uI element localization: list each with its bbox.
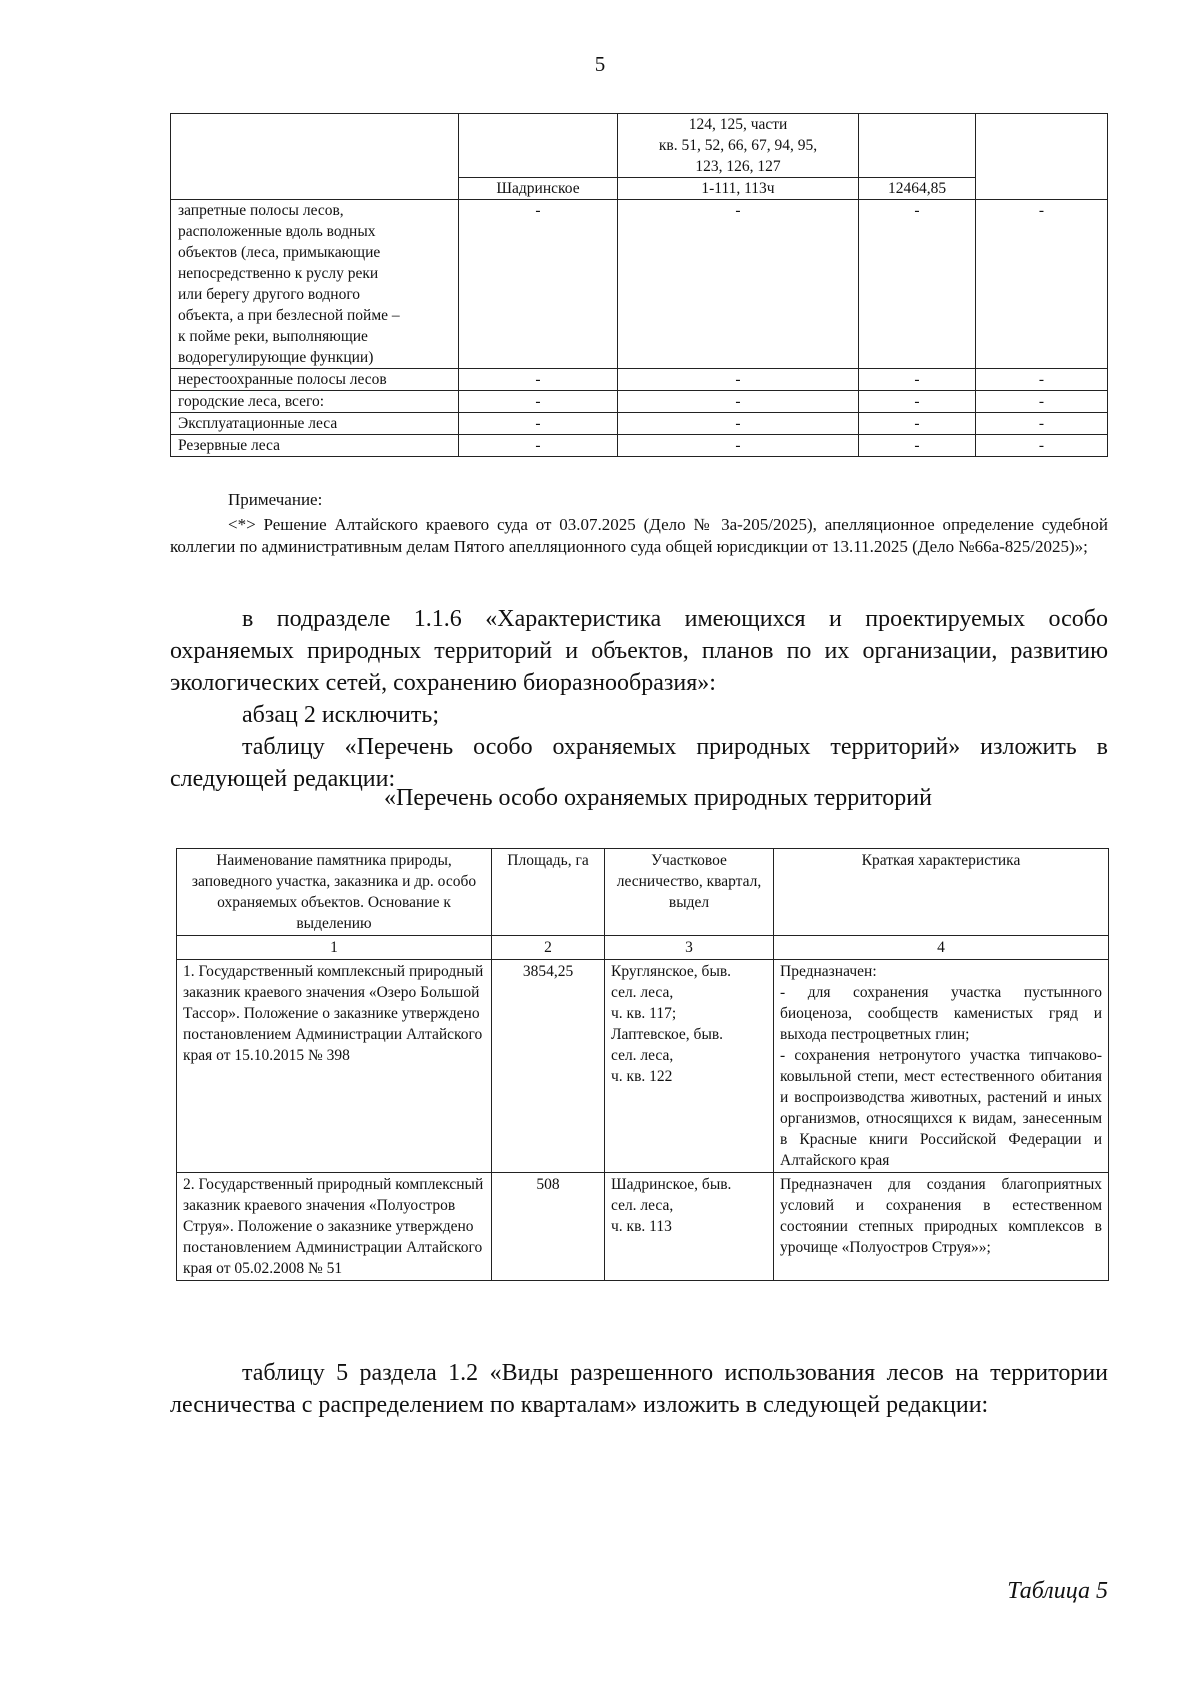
column-number: 3	[605, 936, 774, 960]
table-row	[171, 200, 1108, 369]
table-header-row	[177, 849, 1109, 936]
table-row	[171, 435, 1108, 457]
table-cell: 2. Государственный природный комплексный заказник краевого значения «Полуостров Струя». Положение о заказнике утверждено постановлением Администрации Алтайского края от 05.02.2008 № 51	[177, 1173, 492, 1281]
cell-line: к пойме реки, выполняющие	[178, 328, 368, 345]
table-cell	[618, 114, 859, 178]
table-cell	[859, 114, 976, 178]
body-paragraph: абзац 2 исключить;	[242, 702, 440, 728]
cell-line: или берегу другого водного	[178, 286, 361, 303]
table-cell: 12464,85	[859, 178, 976, 200]
cell-line: запретные полосы лесов,	[178, 202, 344, 219]
table-cell: -	[618, 391, 859, 413]
table-cell: -	[976, 391, 1108, 413]
page-number: 5	[594, 52, 606, 76]
cell-line: - для сохранения участка пустынного биоценоза, сообществ каменистых гряд и выхода пестроцветных глин;	[780, 984, 1102, 1043]
column-header: Участковое лесничество, квартал, выдел	[605, 849, 774, 936]
table-row	[171, 391, 1108, 413]
table-cell	[605, 960, 774, 1173]
table-cell: -	[859, 435, 976, 457]
table-cell: -	[459, 435, 618, 457]
column-header: Площадь, га	[492, 849, 605, 936]
table-cell: 1. Государственный комплексный природный заказник краевого значения «Озеро Большой Тассор». Положение о заказнике утверждено постановлением Администрации Алтайского края от 15.10.2015 № 398	[177, 960, 492, 1173]
table-cell: 3854,25	[492, 960, 605, 1173]
table-cell: Резервные леса	[171, 435, 459, 457]
table-cell: -	[459, 391, 618, 413]
cell-line: водорегулирующие функции)	[178, 349, 374, 366]
cell-line: 123, 126, 127	[695, 158, 781, 175]
table-cell: -	[459, 369, 618, 391]
cell-line: ч. кв. 117;	[611, 1005, 677, 1022]
column-number: 1	[177, 936, 492, 960]
table-cell: -	[618, 435, 859, 457]
table-row	[171, 369, 1108, 391]
body-paragraph: в подразделе 1.1.6 «Характеристика имеющихся и проектируемых особо охраняемых природных территорий и объектов, планов по их организации, развитию экологических сетей, сохранению биоразнообразия»:	[170, 606, 1108, 696]
table-caption: «Перечень особо охраняемых природных территорий	[384, 785, 932, 811]
cell-line: Предназначен для создания благоприятных условий и сохранения в естественном состоянии степных природных комплексов в урочище «Полуостров Струя»»;	[780, 1176, 1102, 1256]
column-number-row	[177, 936, 1109, 960]
table-cell: -	[459, 413, 618, 435]
table-row	[177, 960, 1109, 1173]
body-paragraph: таблицу «Перечень особо охраняемых природных территорий» изложить в следующей редакции:	[170, 734, 1108, 792]
table-cell: 508	[492, 1173, 605, 1281]
cell-line: сел. леса,	[611, 1047, 674, 1064]
note-text: <*> Решение Алтайского краевого суда от 03.07.2025 (Дело № 3а-205/2025), апелляционное определение судебной коллегии по административным делам Пятого апелляционного суда общей юрисдикции от 13.11.2025 (Дело №66а-825/2025)»;	[170, 515, 1108, 556]
table-cell: -	[976, 369, 1108, 391]
table-cell	[774, 960, 1109, 1173]
note-title: Примечание:	[228, 490, 323, 509]
column-header: Краткая характеристика	[774, 849, 1109, 936]
cell-line: сел. леса,	[611, 1197, 674, 1214]
table-row	[171, 114, 1108, 178]
table-cell	[976, 114, 1108, 200]
table-cell: -	[976, 413, 1108, 435]
table-cell: -	[859, 413, 976, 435]
cell-line: Предназначен:	[780, 963, 877, 980]
table-cell: -	[859, 369, 976, 391]
table-cell: -	[459, 200, 618, 369]
column-header: Наименование памятника природы, заповедного участка, заказника и др. особо охраняемых объектов. Основание к выделению	[177, 849, 492, 936]
cell-line: Лаптевское, быв.	[611, 1026, 724, 1043]
cell-line: ч. кв. 113	[611, 1218, 672, 1235]
table-cell: -	[618, 369, 859, 391]
table-cell	[774, 1173, 1109, 1281]
table-row	[177, 1173, 1109, 1281]
cell-line: сел. леса,	[611, 984, 674, 1001]
protected-areas-table	[176, 848, 1109, 1281]
cell-line: ч. кв. 122	[611, 1068, 673, 1085]
table-cell: Шадринское	[459, 178, 618, 200]
table-cell: -	[618, 413, 859, 435]
table-row	[171, 413, 1108, 435]
cell-line: объекта, а при безлесной пойме –	[178, 307, 400, 324]
cell-line: Шадринское, быв.	[611, 1176, 732, 1193]
table-cell	[459, 114, 618, 178]
table-cell: Эксплуатационные леса	[171, 413, 459, 435]
cell-line: расположенные вдоль водных	[178, 223, 376, 240]
cell-line: Круглянское, быв.	[611, 963, 732, 980]
cell-line: 124, 125, части	[688, 116, 788, 133]
cell-line: непосредственно к руслу реки	[178, 265, 379, 282]
table-cell: городские леса, всего:	[171, 391, 459, 413]
table-cell: -	[618, 200, 859, 369]
table-cell: -	[976, 200, 1108, 369]
table-cell: -	[859, 391, 976, 413]
table-number-label: Таблица 5	[1007, 1578, 1108, 1604]
cell-line: - сохранения нетронутого участка типчаково-ковыльной степи, мест естественного обитания и воспроизводства животных, растений и иных организмов, относящихся к видам, занесенным в Красные книги Российской Федерации и Алтайского края	[780, 1047, 1102, 1169]
table-cell	[171, 114, 459, 200]
cell-line: объектов (леса, примыкающие	[178, 244, 381, 261]
column-number: 4	[774, 936, 1109, 960]
body-paragraph: таблицу 5 раздела 1.2 «Виды разрешенного использования лесов на территории лесничества с распределением по кварталам» изложить в следующей редакции:	[170, 1360, 1108, 1418]
table-cell	[605, 1173, 774, 1281]
column-number: 2	[492, 936, 605, 960]
table-cell	[171, 200, 459, 369]
table-cell: нерестоохранные полосы лесов	[171, 369, 459, 391]
forest-categories-table	[170, 113, 1108, 457]
table-cell: -	[859, 200, 976, 369]
table-cell: 1-111, 113ч	[618, 178, 859, 200]
table-cell: -	[976, 435, 1108, 457]
cell-line: кв. 51, 52, 66, 67, 94, 95,	[658, 137, 818, 154]
